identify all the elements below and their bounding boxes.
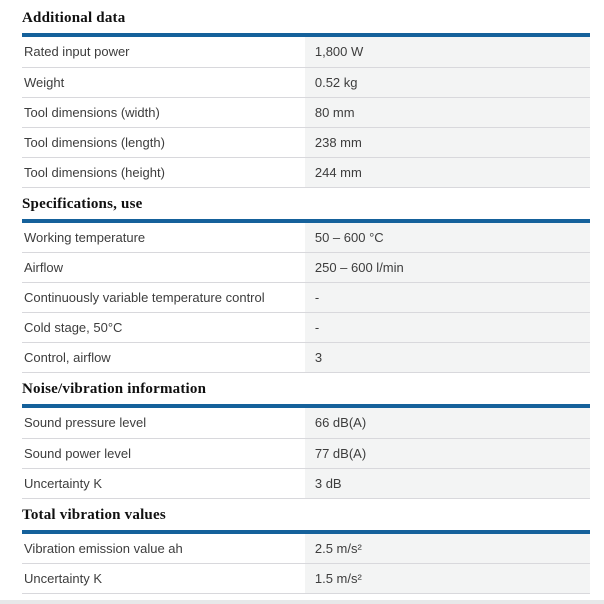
section-specifications-use [22,196,590,374]
spec-label: Uncertainty K [22,564,305,594]
spec-table [22,37,590,188]
spec-label: Airflow [22,253,305,283]
spec-label: Tool dimensions (width) [22,97,305,127]
spec-label: Tool dimensions (height) [22,157,305,187]
spec-row [22,253,590,283]
spec-row [22,67,590,97]
spec-value: 1.5 m/s² [305,564,590,594]
spec-row [22,564,590,594]
spec-value: 0.52 kg [305,67,590,97]
spec-label: Sound power level [22,438,305,468]
spec-value: 3 [305,343,590,373]
next-table-partial-edge [0,600,604,604]
spec-value: 50 – 600 °C [305,223,590,253]
spec-row [22,223,590,253]
spec-row [22,438,590,468]
spec-value: 250 – 600 l/min [305,253,590,283]
spec-row [22,313,590,343]
spec-label: Uncertainty K [22,468,305,498]
spec-row [22,408,590,438]
spec-row [22,97,590,127]
spec-table [22,408,590,499]
spec-table [22,223,590,374]
spec-value: 66 dB(A) [305,408,590,438]
spec-value: 80 mm [305,97,590,127]
spec-value: - [305,283,590,313]
spec-table [22,534,590,595]
spec-row [22,127,590,157]
spec-row [22,468,590,498]
spec-row [22,157,590,187]
spec-row [22,37,590,67]
section-noise-vibration [22,381,590,499]
spec-row [22,534,590,564]
spec-value: - [305,313,590,343]
spec-label: Tool dimensions (length) [22,127,305,157]
spec-value: 2.5 m/s² [305,534,590,564]
section-additional-data [22,10,590,188]
spec-label: Vibration emission value ah [22,534,305,564]
spec-label: Working temperature [22,223,305,253]
section-total-vibration [22,507,590,595]
spec-value: 238 mm [305,127,590,157]
spec-label: Weight [22,67,305,97]
spec-value: 1,800 W [305,37,590,67]
spec-label: Cold stage, 50°C [22,313,305,343]
spec-value: 3 dB [305,468,590,498]
spec-label: Continuously variable temperature control [22,283,305,313]
section-title: Additional data [22,10,126,26]
spec-value: 77 dB(A) [305,438,590,468]
spec-row [22,283,590,313]
section-title: Total vibration values [22,506,166,523]
spec-value: 244 mm [305,157,590,187]
spec-label: Control, airflow [22,343,305,373]
section-title: Noise/vibration information [22,381,207,397]
spec-label: Rated input power [22,37,305,67]
spec-label: Sound pressure level [22,408,305,438]
spec-row [22,343,590,373]
section-title: Specifications, use [22,195,143,212]
